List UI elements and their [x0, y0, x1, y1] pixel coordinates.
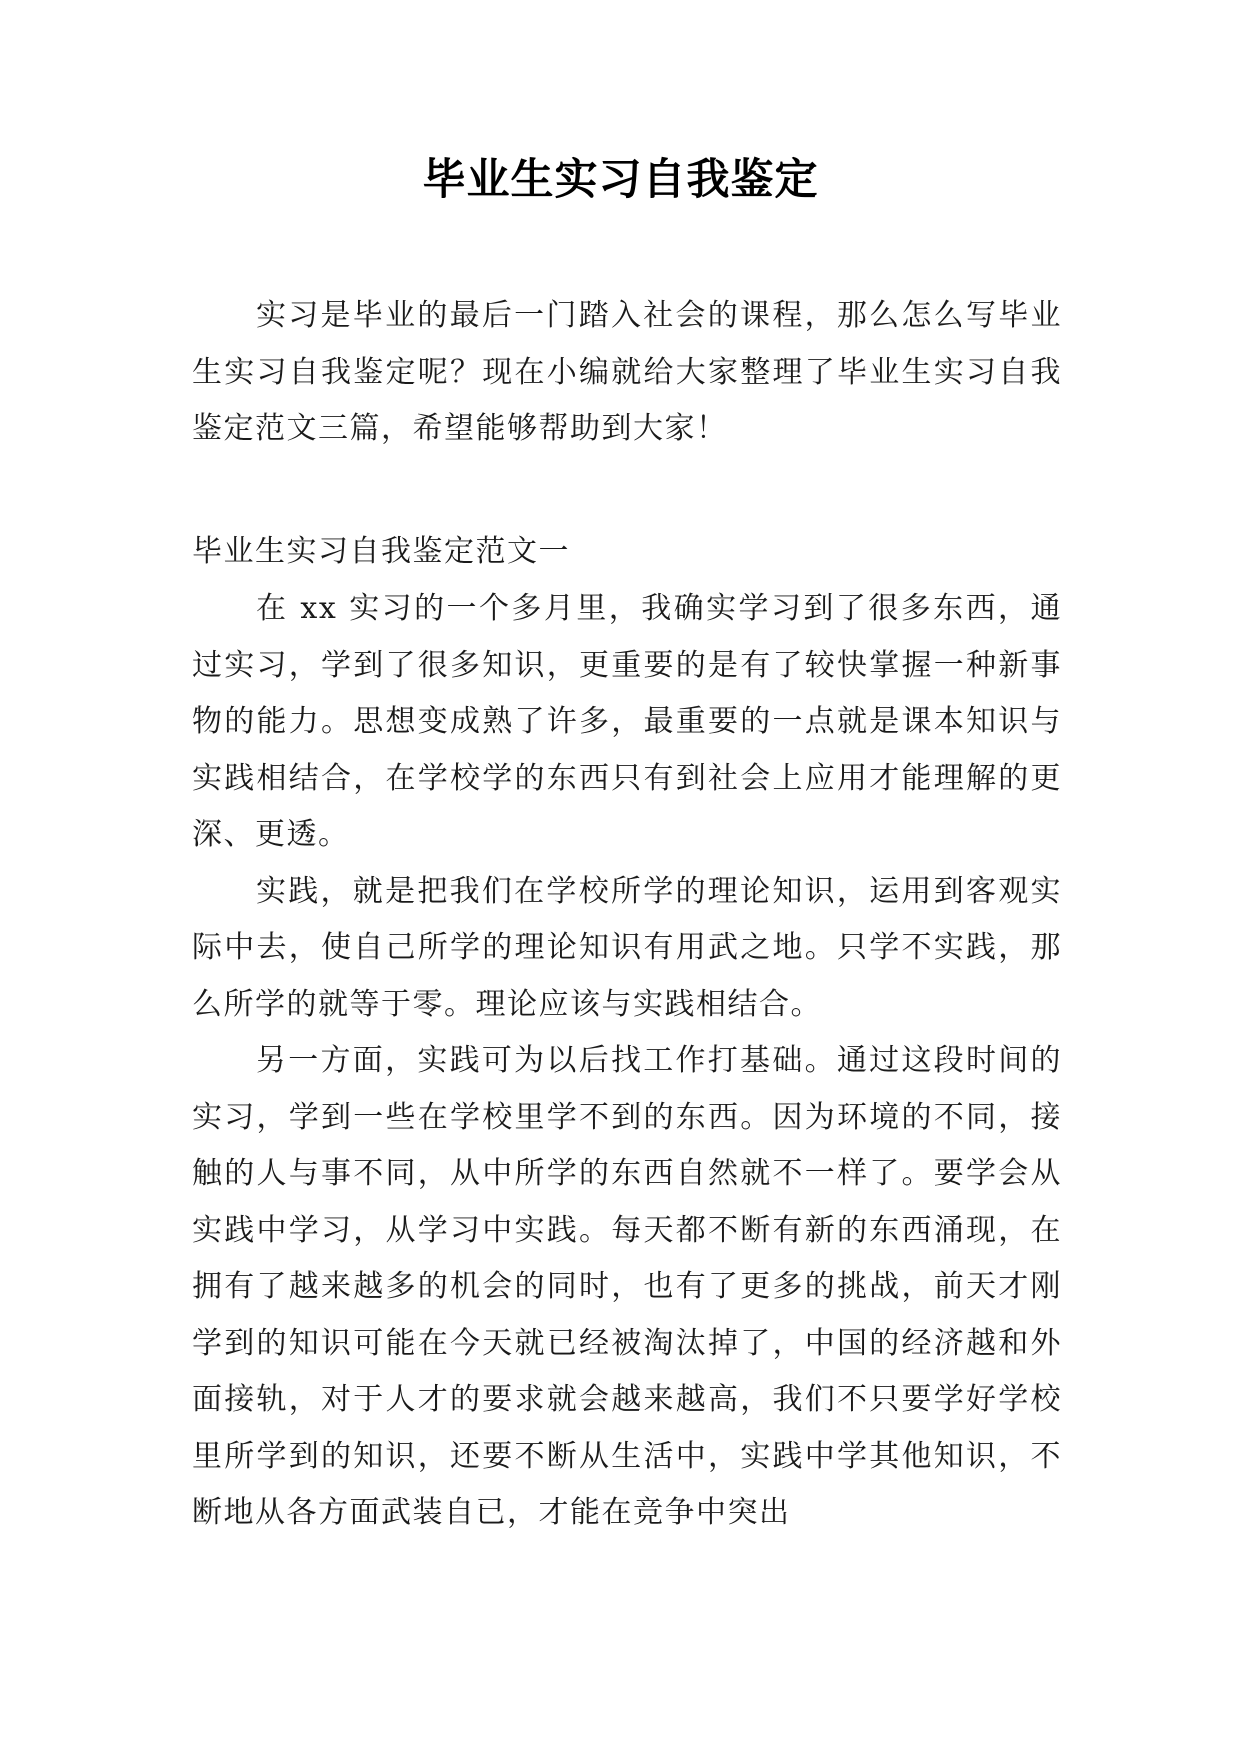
- intro-paragraph: [192, 288, 1062, 458]
- article-body: [192, 581, 1062, 1542]
- intro-text: 实习是毕业的最后一门踏入社会的课程，那么怎么写毕业生实习自我鉴定呢？现在小编就给大家整理了毕业生实习自我鉴定范文三篇，希望能够帮助到大家！: [192, 298, 1062, 446]
- section-heading: 毕业生实习自我鉴定范文一: [192, 534, 570, 569]
- body-paragraph-3: 另一方面，实践可为以后找工作打基础。通过这段时间的实习，学到一些在学校里学不到的东西。因为环境的不同，接触的人与事不同，从中所学的东西自然就不一样了。要学会从实践中学习，从学习中实践。每天都不断有新的东西涌现，在拥有了越来越多的机会的同时，也有了更多的挑战，前天才刚学到的知识可能在今天就已经被淘汰掉了，中国的经济越和外面接轨，对于人才的要求就会越来越高，我们不只要学好学校里所学到的知识，还要不断从生活中，实践中学其他知识，不断地从各方面武装自已，才能在竞争中突出: [192, 1043, 1062, 1530]
- document-title: 毕业生实习自我鉴定: [422, 155, 819, 205]
- body-paragraph-1: 在 xx 实习的一个多月里，我确实学习到了很多东西，通过实习，学到了很多知识，更重要的是有了较快掌握一种新事物的能力。思想变成熟了许多，最重要的一点就是课本知识与实践相结合，在学校学的东西只有到社会上应用才能理解的更深、更透。: [192, 591, 1062, 852]
- body-paragraph-2: 实践，就是把我们在学校所学的理论知识，运用到客观实际中去，使自己所学的理论知识有用武之地。只学不实践，那么所学的就等于零。理论应该与实践相结合。: [192, 873, 1062, 1022]
